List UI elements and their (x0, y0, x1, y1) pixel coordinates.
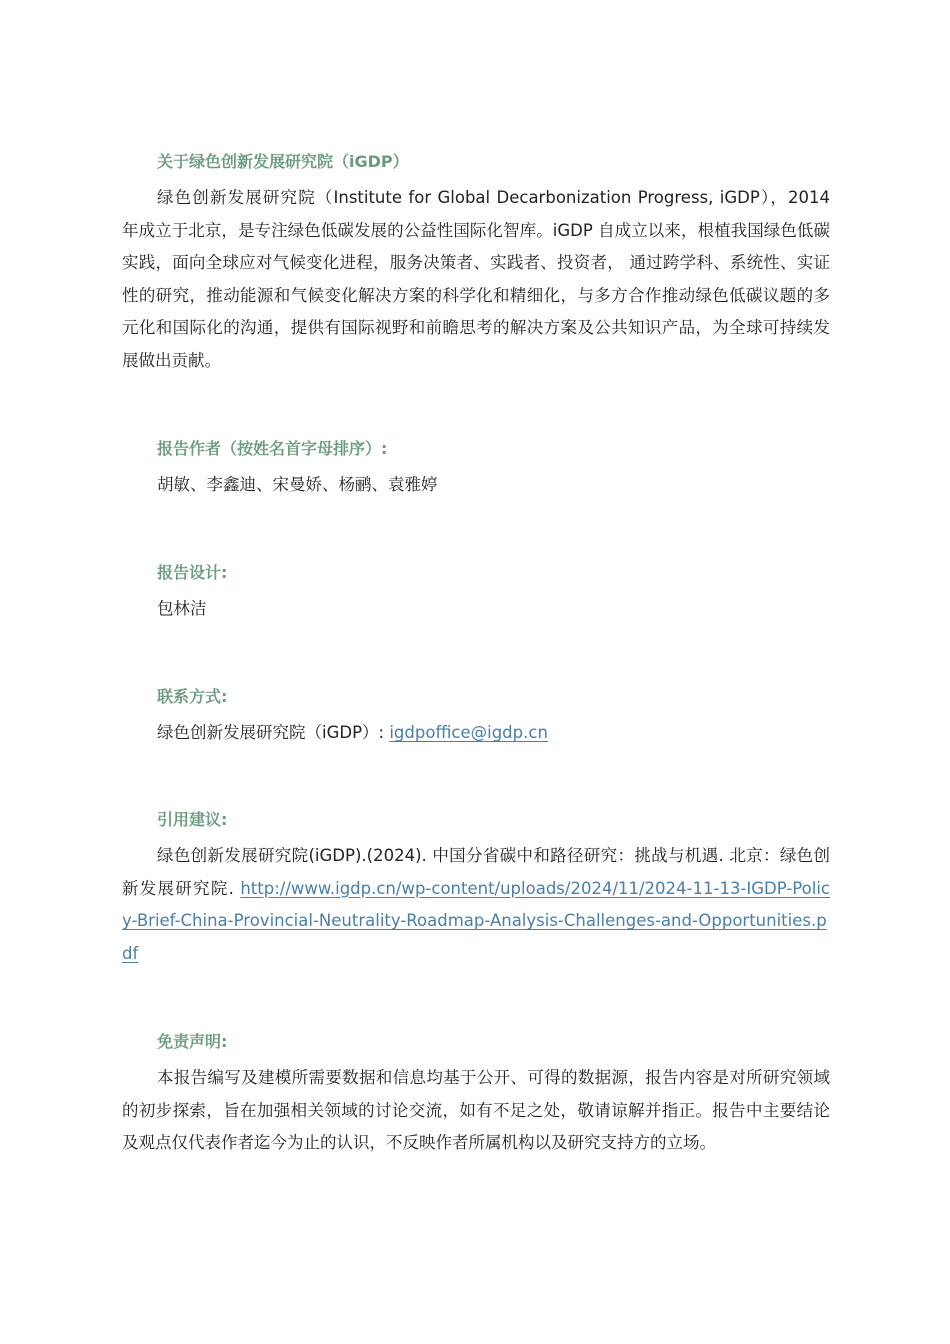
contact-email-link[interactable]: igdpoffice@igdp.cn (389, 723, 548, 742)
citation-section (122, 808, 830, 970)
contact-heading: 联系方式: (157, 687, 228, 706)
about-section (122, 150, 830, 378)
citation-paragraph (122, 840, 830, 970)
citation-text: 绿色创新发展研究院(iGDP).(2024). 中国分省碳中和路径研究：挑战与机遇. 北京：绿色创新发展研究院. (122, 846, 830, 898)
authors-names: 胡敏、李鑫迪、宋曼娇、杨鹂、袁雅婷 (157, 475, 438, 494)
contact-line (122, 717, 830, 749)
disclaimer-section (122, 1030, 830, 1160)
disclaimer-heading: 免责声明: (157, 1032, 228, 1051)
contact-label: 绿色创新发展研究院（iGDP）: (157, 723, 390, 742)
citation-url-link[interactable]: http://www.igdp.cn/wp-content/uploads/2024/11/2024-11-13-IGDP-Policy-Brief-China-Provincial-Neutrality-Roadmap-Analysis-Challenges-and-Opportunities.pdf (122, 878, 830, 963)
authors-section (122, 437, 830, 501)
designer-name: 包林洁 (157, 599, 207, 618)
about-paragraph: 绿色创新发展研究院（Institute for Global Decarbonization Progress, iGDP），2014 年成立于北京，是专注绿色低碳发展的公益性国际化智库。iGDP 自成立以来，根植我国绿色低碳实践，面向全球应对气候变化进程，服务决策者、实践者、投资者， 通过跨学科、系统性、实证性的研究，推动能源和气候变化解决方案的科学化和精细化，与多方合作推动绿色低碳议题的多元化和国际化的沟通，提供有国际视野和前瞻思考的解决方案及公共知识产品，为全球可持续发展做出贡献。 (122, 188, 830, 370)
contact-section (122, 685, 830, 749)
citation-heading: 引用建议: (157, 810, 228, 829)
about-heading: 关于绿色创新发展研究院（iGDP） (157, 152, 409, 171)
design-heading: 报告设计: (157, 563, 228, 582)
authors-heading: 报告作者（按姓名首字母排序）: (157, 439, 388, 458)
disclaimer-paragraph: 本报告编写及建模所需要数据和信息均基于公开、可得的数据源，报告内容是对所研究领域的初步探索，旨在加强相关领域的讨论交流，如有不足之处，敬请谅解并指正。报告中主要结论及观点仅代表作者迄今为止的认识，不反映作者所属机构以及研究支持方的立场。 (122, 1068, 830, 1153)
design-section (122, 561, 830, 625)
